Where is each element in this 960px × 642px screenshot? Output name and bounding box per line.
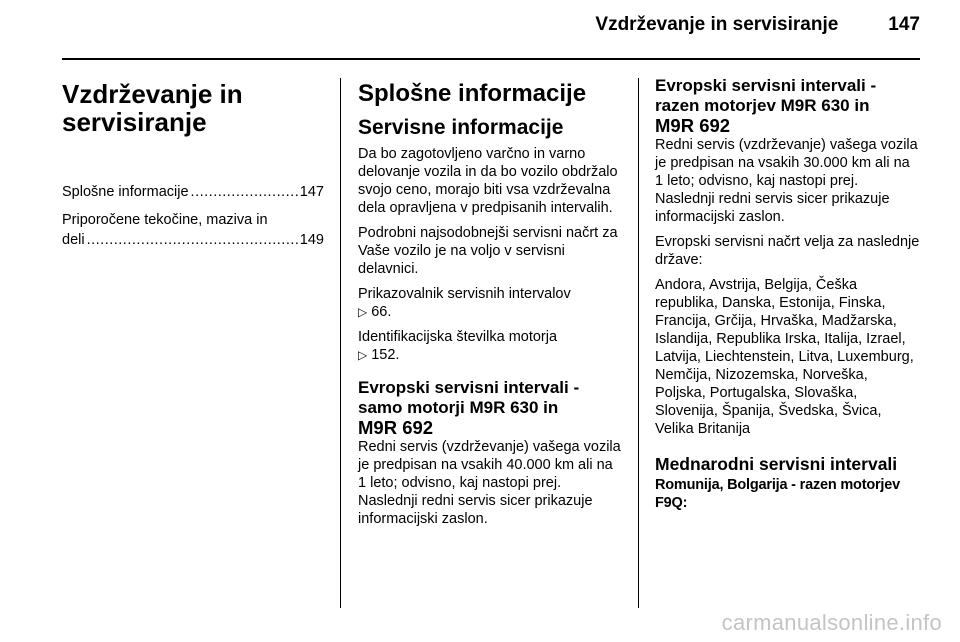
page-reference[interactable]: 66. — [371, 304, 392, 320]
paragraph-with-ref: Prikazovalnik servisnih intervalov ▷ 66. — [358, 286, 571, 320]
block-title: Evropski servisni intervali - samo motorji M9R 630 in M9R 692 — [358, 378, 580, 438]
minor-title: Romunija, Bolgarija - razen motorjev F9Q: — [655, 477, 900, 511]
block-title: Evropski servisni intervali - razen motorjev M9R 630 in M9R 692 — [655, 76, 877, 136]
paragraph: Evropski servisni načrt velja za naslednje države: — [655, 234, 920, 268]
column-service-intervals — [655, 78, 921, 512]
paragraph: Podrobni najsodobnejši servisni načrt za Vaše vozilo je na voljo v servisni delavnici. — [358, 225, 618, 277]
toc-label-line: Priporočene tekočine, maziva in — [62, 212, 268, 228]
toc-label: deli — [62, 232, 85, 248]
header-title: Vzdrževanje in servisiranje — [595, 14, 839, 35]
subsection-title: Mednarodni servisni intervali — [655, 454, 898, 474]
toc-entry-general[interactable] — [62, 182, 324, 202]
chapter-title: Vzdrževanje in servisiranje — [62, 79, 243, 137]
paragraph: Da bo zagotovljeno varčno in varno delovanje vozila in da bo vozilo obdržalo svojo ceno, morajo biti vsa vzdrževalna dela opravljena v predpisanih intervalih. — [358, 146, 618, 216]
paragraph-countries: Andora, Avstrija, Belgija, Češka republika, Danska, Estonija, Finska, Francija, Grčija, Hrvaška, Madžarska, Islandija, Republika Irska, Italija, Izrael, Latvija, Liechtenstein, Litva, Luxemburg, Nemčija, Nizozemska, Norveška, Poljska, Portugalska, Slovaška, Slovenija, Španija, Švedska, Švica, Velika Britanija — [655, 277, 914, 437]
page-reference[interactable]: 152. — [371, 347, 400, 363]
column-divider-1 — [340, 78, 341, 608]
toc-leader — [87, 230, 298, 250]
toc-label: Splošne informacije — [62, 184, 189, 200]
page-header — [62, 14, 920, 44]
paragraph: Redni servis (vzdrževanje) vašega vozila je predpisan na vsakih 40.000 km ali na 1 leto; odvisno, kaj nastopi prej. Naslednji redni servis sicer prikazuje informacijski zaslon. — [358, 439, 621, 527]
paragraph-with-ref: Identifikacijska številka motorja ▷ 152. — [358, 329, 558, 363]
watermark: carmanualsonline.info — [721, 610, 942, 635]
section-title: Splošne informacije — [358, 80, 587, 107]
column-divider-2 — [638, 78, 639, 608]
page-number: 147 — [888, 14, 920, 35]
column-general-info — [358, 78, 622, 535]
table-of-contents — [62, 182, 324, 250]
toc-page: 149 — [299, 232, 324, 248]
toc-leader — [191, 182, 298, 202]
subsection-title: Servisne informacije — [358, 116, 564, 139]
toc-entry-fluids[interactable] — [62, 210, 324, 250]
header-rule — [62, 58, 920, 60]
paragraph: Redni servis (vzdrževanje) vašega vozila je predpisan na vsakih 30.000 km ali na 1 leto; odvisno, kaj nastopi prej. Naslednji redni servis sicer prikazuje informacijski zaslon. — [655, 137, 918, 225]
arrow-triangle-icon: ▷ — [358, 305, 368, 319]
arrow-triangle-icon: ▷ — [358, 348, 368, 362]
column-chapter — [62, 78, 324, 258]
toc-page: 147 — [299, 184, 324, 200]
